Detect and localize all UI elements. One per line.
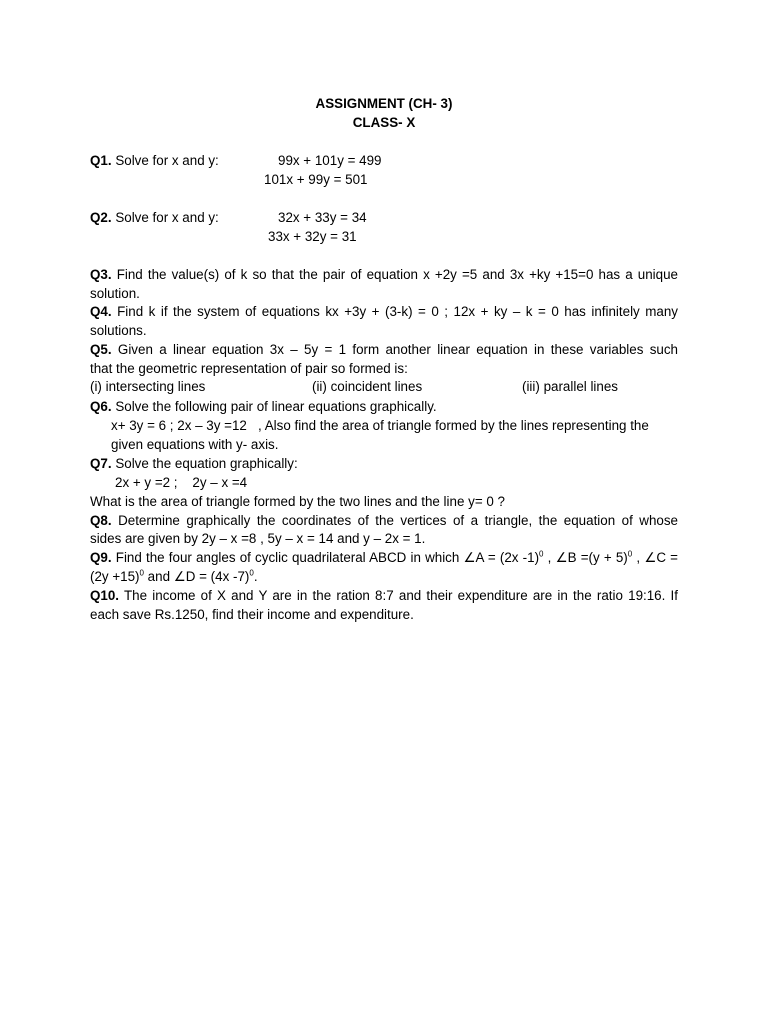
question-text: Solve for x and y: — [111, 153, 219, 168]
question-10 — [90, 586, 678, 605]
degree-superscript: 0 — [139, 568, 144, 578]
question-number: Q5. — [90, 342, 112, 357]
degree-superscript: 0 — [627, 549, 633, 559]
question-number: Q6. — [90, 399, 112, 414]
question-number: Q9. — [90, 550, 112, 565]
assignment-title: ASSIGNMENT (CH- 3) — [315, 96, 453, 111]
question-number: Q7. — [90, 456, 112, 471]
q1-equation-1: 99x + 101y = 499 — [278, 153, 382, 168]
question-9-continued: $(2y +15)^0$ and ∠D = (4x -7)$^0$. — [90, 568, 258, 584]
question-8-continued: sides are given by 2y – x =8 , 5y – x = 14 and y – 2x = 1. — [90, 531, 426, 546]
question-7 — [90, 454, 298, 473]
question-number: Q2. — [90, 210, 112, 225]
q1-equation-2: 101x + 99y = 501 — [264, 172, 368, 187]
question-10-continued: each save Rs.1250, find their income and expenditure. — [90, 607, 414, 622]
question-text: The income of X and Y are in the ration 8:7 and their expenditure are in the ratio 19:16. If — [119, 588, 678, 603]
question-text: Solve the following pair of linear equations graphically. — [111, 399, 437, 414]
question-4 — [90, 302, 678, 321]
question-number: Q10. — [90, 588, 120, 603]
q2-equation-2: 33x + 32y = 31 — [268, 229, 357, 244]
question-9: Q9. Find the four angles of cyclic quadrilateral ABCD in which ∠A = (2x -1)$^0$ , ∠B $=(y + 5)^0$ , ∠C = — [90, 549, 678, 565]
question-5 — [90, 340, 678, 359]
q2-equation-1: 32x + 33y = 34 — [278, 210, 367, 225]
question-number: Q1. — [90, 153, 112, 168]
question-5-continued: that the geometric representation of pair so formed is: — [90, 361, 408, 376]
question-7-continued: What is the area of triangle formed by the two lines and the line y= 0 ? — [90, 494, 505, 509]
question-6-continued: given equations with y- axis. — [111, 437, 279, 452]
question-4-continued: solutions. — [90, 323, 147, 338]
question-text: Find k if the system of equations kx +3y + (3-k) = 0 ; 12x + ky – k = 0 has infinitely many — [111, 304, 678, 319]
question-text: Find the value(s) of k so that the pair of equation x +2y =5 and 3x +ky +15=0 has a unique — [111, 267, 678, 282]
q7-equations: 2x + y =2 ; 2y – x =4 — [115, 475, 248, 490]
question-number: Q3. — [90, 267, 112, 282]
question-text: Determine graphically the coordinates of the vertices of a triangle, the equation of whose — [111, 513, 678, 528]
q5-option-3: (iii) parallel lines — [522, 379, 618, 394]
question-2 — [90, 208, 219, 227]
question-8 — [90, 511, 678, 530]
question-number: Q8. — [90, 513, 112, 528]
question-1 — [90, 151, 219, 170]
question-6 — [90, 397, 437, 416]
q5-option-2: (ii) coincident lines — [312, 379, 423, 394]
q6-equations: x+ 3y = 6 ; 2x – 3y =12 , Also find the area of triangle formed by the lines representing the — [111, 418, 649, 433]
question-3-continued: solution. — [90, 286, 140, 301]
q5-option-1: (i) intersecting lines — [90, 379, 206, 394]
question-number: Q4. — [90, 304, 112, 319]
class-label: CLASS- X — [352, 115, 416, 130]
question-3 — [90, 265, 678, 284]
degree-superscript: 0 — [249, 568, 254, 578]
degree-superscript: 0 — [539, 549, 544, 559]
question-text: Given a linear equation 3x – 5y = 1 form another linear equation in these variables such — [111, 342, 678, 357]
question-text: Solve the equation graphically: — [111, 456, 298, 471]
question-text: Solve for x and y: — [111, 210, 219, 225]
